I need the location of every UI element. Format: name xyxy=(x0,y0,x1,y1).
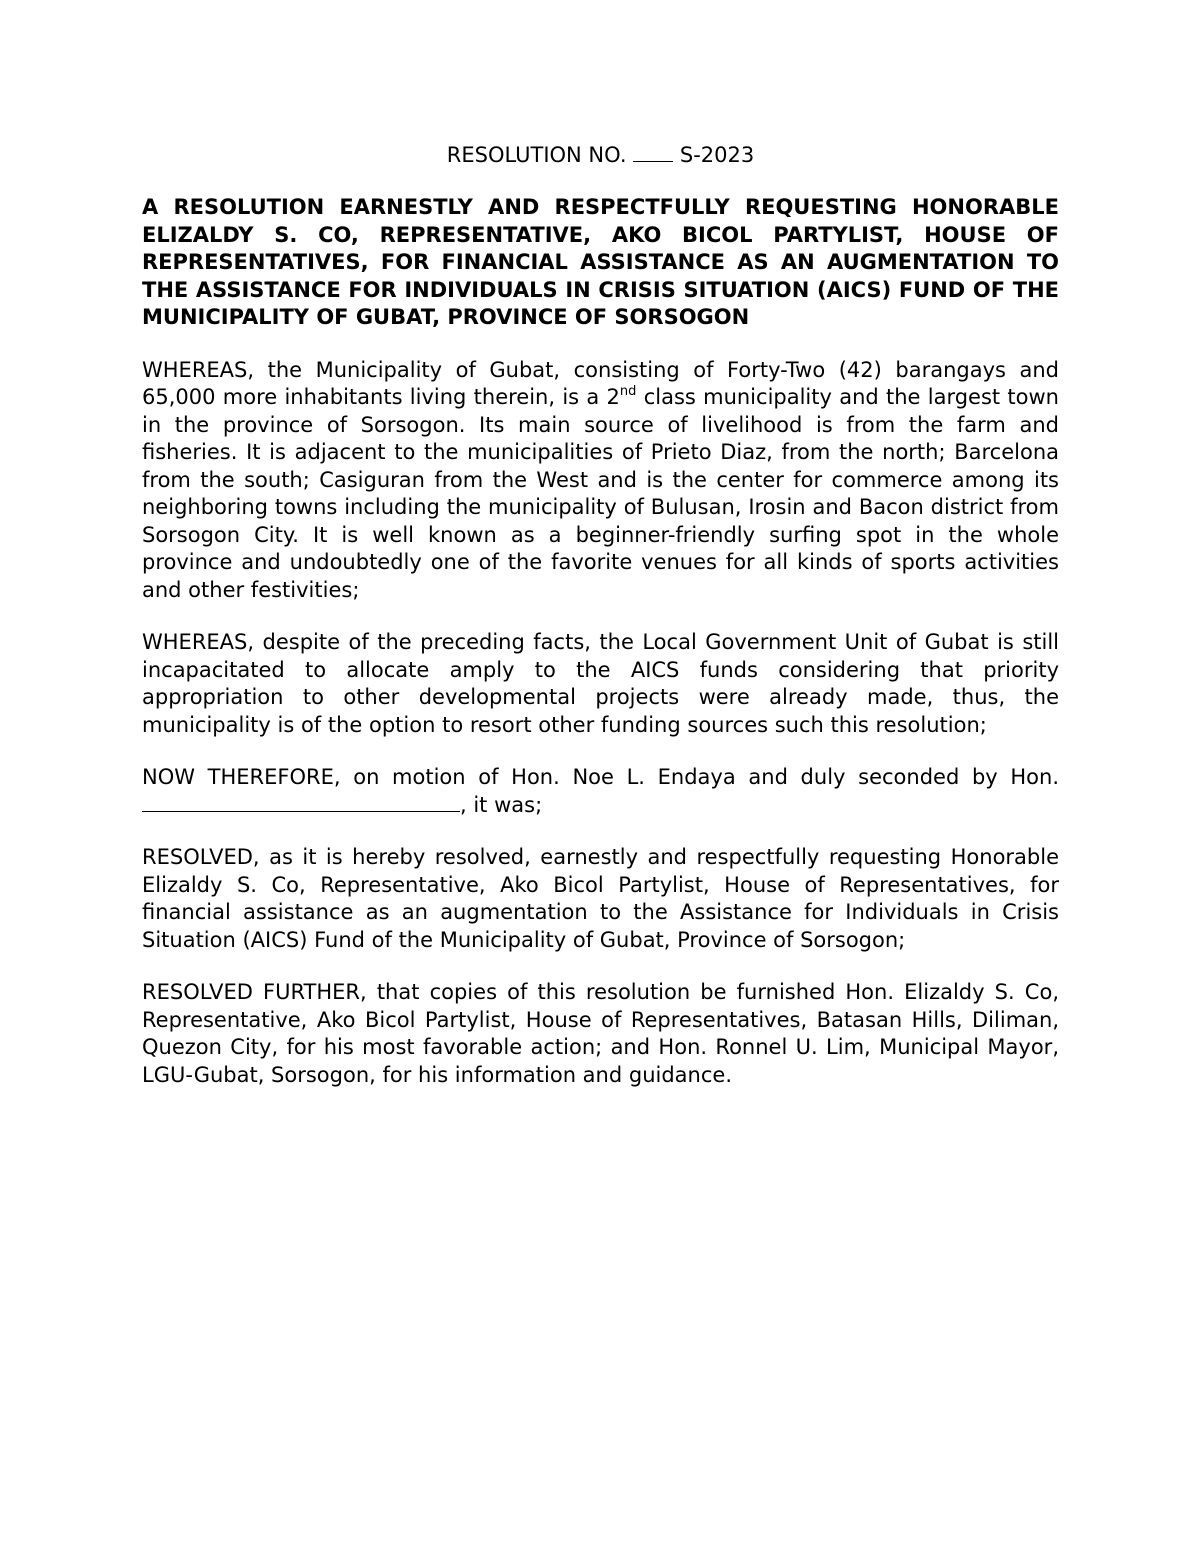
resolution-number-blank xyxy=(633,143,673,162)
whereas-paragraph-2: WHEREAS, despite of the preceding facts, the Local Government Unit of Gubat is still incapacitated to allocate amply to the AICS funds considering that priority appropriation to other developmental projects were already made, thus, the municipality is of the option to resort other funding sources such this resolution; xyxy=(142,630,1059,737)
ordinal-superscript: nd xyxy=(619,384,637,399)
seconder-name-blank xyxy=(142,793,460,812)
document-body xyxy=(142,141,1059,1114)
resolved-further-paragraph: RESOLVED FURTHER, that copies of this resolution be furnished Hon. Elizaldy S. Co, Representative, Ako Bicol Partylist, House of Representatives, Batasan Hills, Diliman, Quezon City, for his most favorable action; and Hon. Ronnel U. Lim, Municipal Mayor, LGU-Gubat, Sorsogon, for his information and guidance. xyxy=(142,980,1059,1087)
resolution-heading: A RESOLUTION EARNESTLY AND RESPECTFULLY REQUESTING HONORABLE ELIZALDY S. CO, REPRESENTATIVE, AKO BICOL PARTYLIST, HOUSE OF REPRESENTATIVES, FOR FINANCIAL ASSISTANCE AS AN AUGMENTATION TO THE ASSISTANCE FOR INDIVIDUALS IN CRISIS SITUATION (AICS) FUND OF THE MUNICIPALITY OF GUBAT, PROVINCE OF SORSOGON xyxy=(142,195,1059,329)
whereas-1-text-b: class municipality and the largest town in the province of Sorsogon. Its main source of livelihood is from the farm and fisheries. It is adjacent to the municipalities of Prieto Diaz, from the north; Barcelona from the south; Casiguran from the West and is the center for commerce among its neighboring towns including the municipality of Bulusan, Irosin and Bacon district from Sorsogon City. It is well known as a beginner-friendly surfing spot in the whole province and undoubtedly one of the favorite venues for all kinds of sports activities and other festivities; xyxy=(142,385,1059,602)
whereas-paragraph-1 xyxy=(142,357,1059,605)
resolved-paragraph: RESOLVED, as it is hereby resolved, earnestly and respectfully requesting Honorable Elizaldy S. Co, Representative, Ako Bicol Partylist, House of Representatives, for financial assistance as an augmentation to the Assistance for Individuals in Crisis Situation (AICS) Fund of the Municipality of Gubat, Province of Sorsogon; xyxy=(142,845,1059,952)
title-suffix: S-2023 xyxy=(679,143,755,167)
now-therefore-text-b: , it was; xyxy=(460,792,543,817)
title-prefix: RESOLUTION NO. xyxy=(446,143,627,167)
resolution-title xyxy=(142,141,1059,169)
now-therefore-text-a: NOW THEREFORE, on motion of Hon. Noe L. Endaya and duly seconded by Hon. xyxy=(142,765,1059,789)
now-therefore-paragraph xyxy=(142,764,1059,819)
whereas-1-text-a: WHEREAS, the Municipality of Gubat, consisting of Forty-Two (42) barangays and 65,000 more inhabitants living therein, is a 2 xyxy=(142,357,1059,409)
